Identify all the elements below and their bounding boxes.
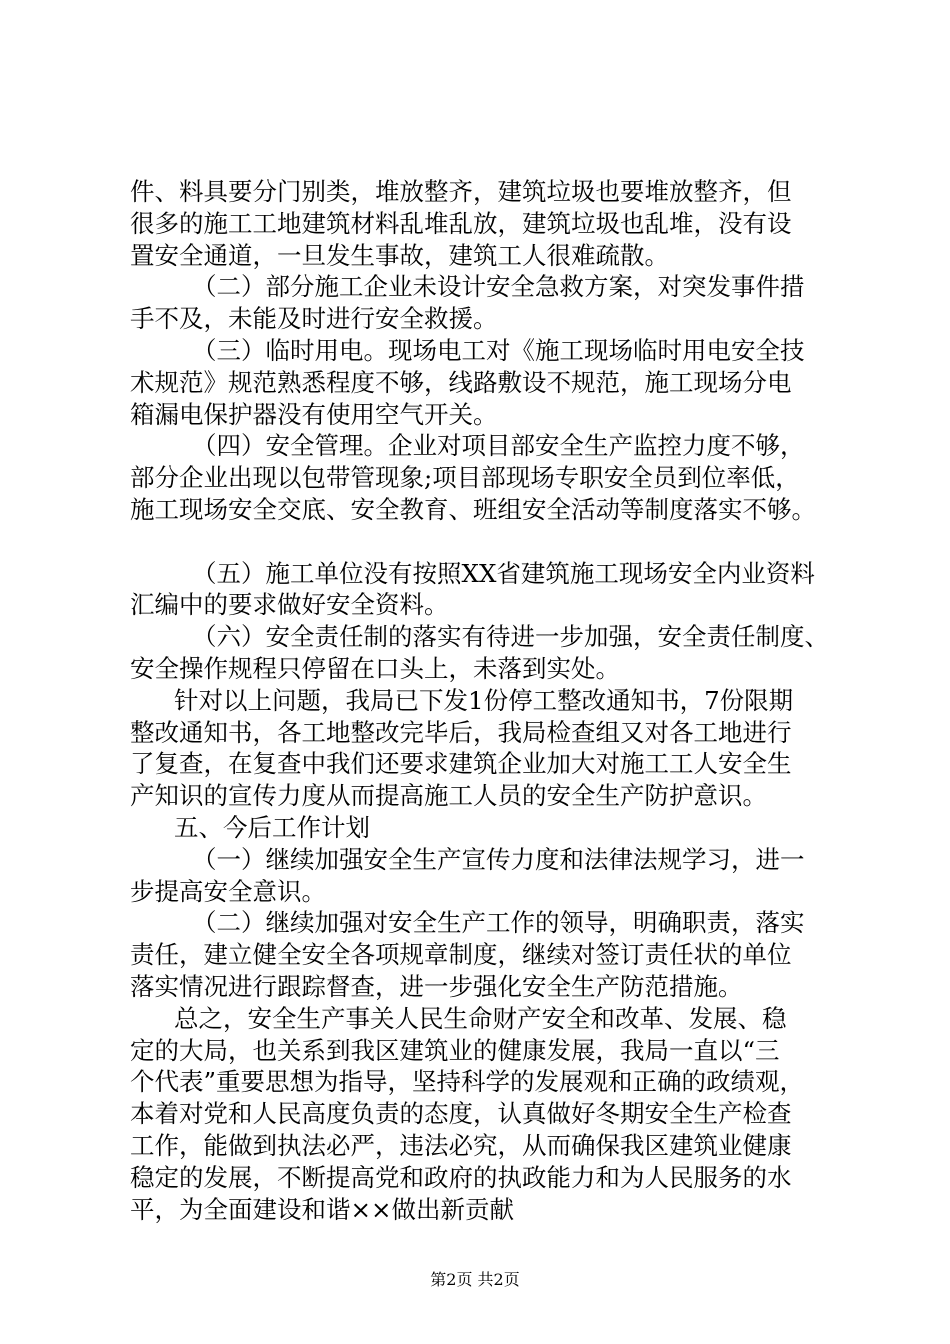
paragraph-line: 安全操作规程只停留在口头上，未落到实处。 [130,653,620,683]
document-body [130,176,850,1225]
paragraph-line: 工作，能做到执法必严，违法必究，从而确保我区建筑业健康 [130,1130,792,1160]
paragraph-line: 平，为全面建设和谐××做出新贡献 [130,1194,515,1224]
paragraph-line: 责任，建立健全安全各项规章制度，继续对签订责任状的单位 [130,940,792,970]
paragraph-line: 了复查，在复查中我们还要求建筑企业加大对施工工人安全生 [130,749,792,779]
paragraph-line: 定的大局，也关系到我区建筑业的健康发展，我局一直以“三 [130,1035,780,1065]
paragraph-line: （二）继续加强对安全生产工作的领导，明确职责，落实 [192,908,805,938]
blank-line [130,526,850,558]
paragraph-line: 件、料具要分门别类，堆放整齐，建筑垃圾也要堆放整齐，但 [130,177,792,206]
paragraph-line: 个代表”重要思想为指导，坚持科学的发展观和正确的政绩观， [130,1067,805,1097]
paragraph-line: 汇编中的要求做好安全资料。 [130,590,449,620]
paragraph-line: 五、今后工作计划 [174,812,370,842]
paragraph-line: 总之，安全生产事关人民生命财产安全和改革、发展、稳 [174,1003,787,1033]
paragraph-line: （四）安全管理。企业对项目部安全生产监控力度不够， [192,431,805,461]
paragraph-line: （二）部分施工企业未设计安全急救方案，对突发事件措 [192,272,805,302]
paragraph-line: 落实情况进行跟踪督查，进一步强化安全生产防范措施。 [130,971,743,1001]
paragraph-line: （三）临时用电。现场电工对《施工现场临时用电安全技 [192,335,805,365]
paragraph-line: 部分企业出现以包带管现象;项目部现场专职安全员到位率低， [130,463,800,493]
paragraph-line: 针对以上问题，我局已下发1份停工整改通知书，7份限期 [174,685,794,715]
paragraph-line: 置安全通道，一旦发生事故，建筑工人很难疏散。 [130,240,669,270]
paragraph-line: （五）施工单位没有按照XX省建筑施工现场安全内业资料 [192,558,815,588]
paragraph-line: 手不及，未能及时进行安全救援。 [130,304,498,334]
paragraph-line: 术规范》规范熟悉程度不够，线路敷设不规范，施工现场分电 [130,367,792,397]
paragraph-line: 产知识的宣传力度从而提高施工人员的安全生产防护意识。 [130,781,767,811]
paragraph-line: （六）安全责任制的落实有待进一步加强，安全责任制度、 [192,622,829,652]
paragraph-line: 稳定的发展，不断提高党和政府的执政能力和为人民服务的水 [130,1162,792,1192]
paragraph-line: 整改通知书，各工地整改完毕后，我局检查组又对各工地进行 [130,717,792,747]
paragraph-line: 施工现场安全交底、安全教育、班组安全活动等制度落实不够。 [130,494,816,524]
paragraph-line: 箱漏电保护器没有使用空气开关。 [130,399,498,429]
paragraph-line: （一）继续加强安全生产宣传力度和法律法规学习，进一 [192,844,805,874]
page-footer: 第2页 共2页 [430,1270,520,1289]
paragraph-line: 步提高安全意识。 [130,876,326,906]
paragraph-line: 本着对党和人民高度负责的态度，认真做好冬期安全生产检查 [130,1099,792,1129]
paragraph-line: 很多的施工工地建筑材料乱堆乱放，建筑垃圾也乱堆，没有设 [130,208,792,238]
